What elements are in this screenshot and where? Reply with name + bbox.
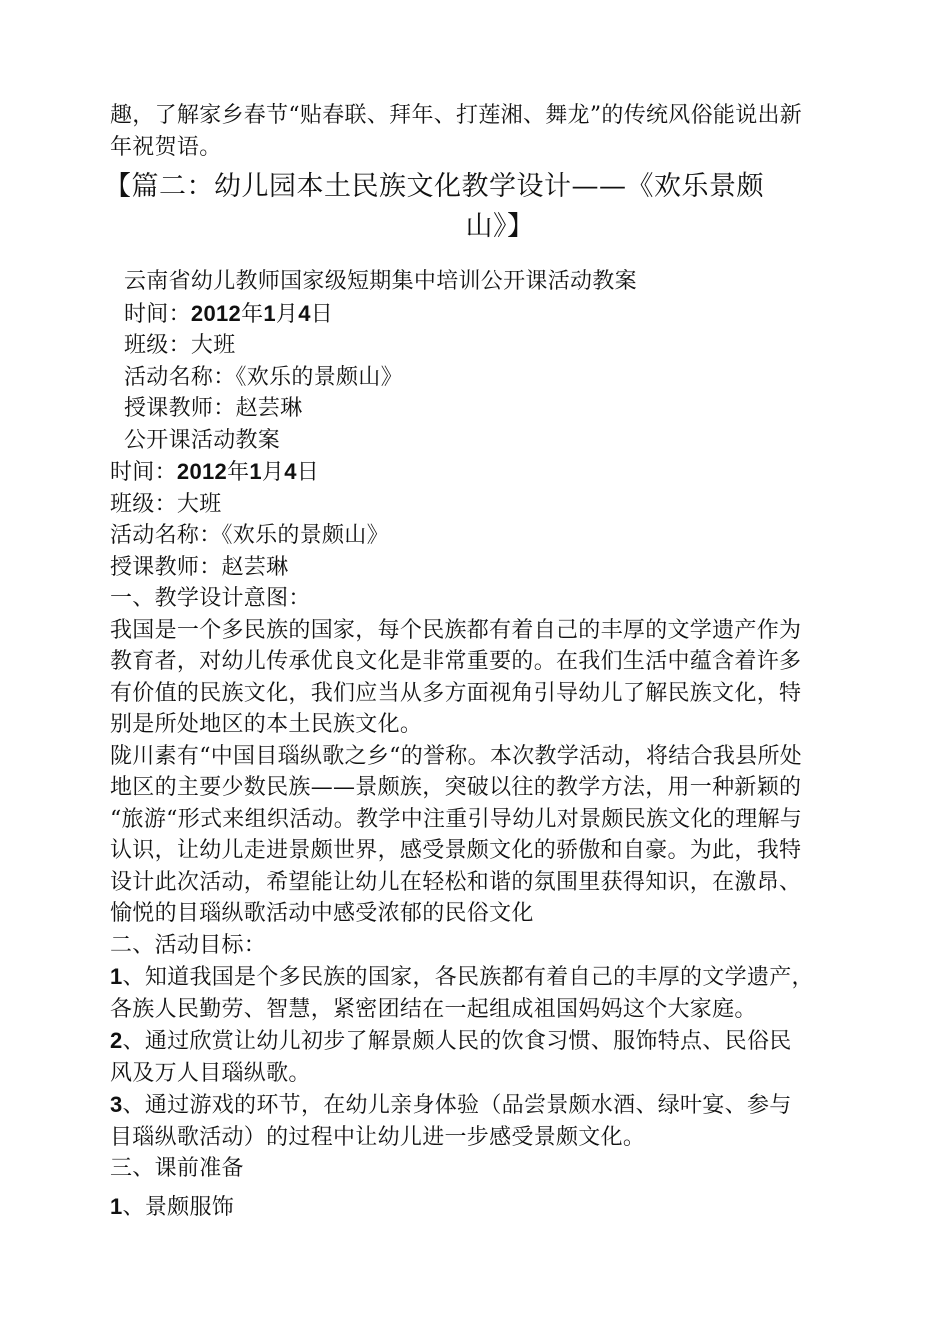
paragraph-line: 有价值的民族文化，我们应当从多方面视角引导幼儿了解民族文化，特 — [110, 680, 802, 706]
paragraph-line: 我国是一个多民族的国家，每个民族都有着自己的丰厚的文学遗产作为 — [110, 617, 802, 643]
info-class: 班级：大班 — [110, 491, 222, 517]
goal-line — [110, 1025, 840, 1058]
section-heading: 二、活动目标： — [110, 932, 267, 958]
header-public: 公开课活动教案 — [124, 427, 281, 453]
time-year: 2012 — [190, 300, 242, 326]
document-page — [104, 100, 840, 1223]
section-goals — [110, 930, 840, 1154]
goal-line — [110, 1089, 840, 1122]
header-activity: 活动名称：《欢乐的景颇山》 — [124, 364, 403, 390]
header-block — [110, 266, 840, 456]
section-heading: 一、教学设计意图： — [110, 586, 311, 611]
intro-line-2: 年祝贺语。 — [110, 135, 222, 160]
time-day-unit: 日 — [296, 460, 320, 485]
paragraph — [110, 615, 840, 741]
goal-item — [110, 961, 840, 1025]
goal-text: 、知道我国是个多民族的国家，各民族都有着自己的丰厚的文学遗产， — [122, 965, 814, 990]
paragraph-line: 愉悦的目瑙纵歌活动中感受浓郁的民俗文化 — [110, 901, 534, 926]
info-teacher: 授课教师：赵芸琳 — [110, 554, 289, 580]
goal-number: 2 — [110, 1028, 123, 1053]
section-design-intent — [110, 583, 840, 930]
goal-item — [110, 1089, 840, 1153]
paragraph-line: 地区的主要少数民族——景颇族，突破以往的教学方法，用一种新颖的 — [110, 775, 802, 800]
time-month: 1 — [249, 459, 262, 484]
title-line-1: 【篇二：幼儿园本土民族文化教学设计——《欢乐景颇 — [104, 171, 764, 202]
article-title — [104, 170, 840, 244]
time-year: 2012 — [176, 459, 228, 484]
paragraph-line: 陇川素有“中国目瑙纵歌之乡“的誉称。本次教学活动，将结合我县所处 — [110, 743, 803, 769]
prep-text: 、景颇服饰 — [122, 1194, 235, 1220]
paragraph — [110, 741, 840, 930]
paragraph-line: 教育者，对幼儿传承优良文化是非常重要的。在我们生活中蕴含着许多 — [110, 649, 802, 674]
goal-line — [110, 961, 840, 994]
section-heading: 三、课前准备 — [110, 1156, 244, 1181]
goal-number: 1 — [110, 964, 123, 989]
header-teacher: 授课教师：赵芸琳 — [124, 396, 303, 421]
time-label: 时间： — [124, 301, 191, 327]
prep-number: 1 — [110, 1193, 123, 1219]
section-preparation — [110, 1153, 840, 1223]
title-line-2: 山》】 — [465, 211, 535, 242]
time-day-unit: 日 — [310, 301, 334, 327]
time-month: 1 — [263, 300, 276, 326]
time-day: 4 — [284, 459, 297, 484]
time-label: 时间： — [110, 460, 177, 485]
info-block — [110, 456, 840, 583]
header-time — [110, 298, 840, 331]
goal-number: 3 — [110, 1092, 123, 1117]
intro-paragraph — [110, 100, 840, 164]
info-activity: 活动名称：《欢乐的景颇山》 — [110, 523, 389, 548]
goal-text: 、通过游戏的环节，在幼儿亲身体验（品尝景颇水酒、绿叶宴、参与 — [122, 1093, 792, 1118]
paragraph-line: 别是所处地区的本土民族文化。 — [110, 712, 423, 737]
time-year-unit: 年 — [227, 460, 250, 485]
time-year-unit: 年 — [241, 301, 264, 327]
goal-text: 、通过欣赏让幼儿初步了解景颇人民的饮食习惯、服饰特点、民俗民 — [122, 1029, 792, 1054]
intro-line-1: 趣，了解家乡春节“贴春联、拜年、打莲湘、舞龙”的传统风俗能说出新 — [110, 103, 803, 128]
goal-line: 各族人民勤劳、智慧，紧密团结在一起组成祖国妈妈这个大家庭。 — [110, 996, 757, 1022]
time-month-unit: 月 — [261, 460, 285, 485]
paragraph-line: 设计此次活动，希望能让幼儿在轻松和谐的氛围里获得知识，在激昂、 — [110, 869, 802, 895]
time-month-unit: 月 — [275, 301, 299, 327]
goal-line: 目瑙纵歌活动）的过程中让幼儿进一步感受景颇文化。 — [110, 1124, 646, 1150]
time-day: 4 — [298, 300, 311, 326]
info-time — [110, 456, 840, 489]
header-line-training: 云南省幼儿教师国家级短期集中培训公开课活动教案 — [124, 269, 637, 294]
paragraph-line: 认识，让幼儿走进景颇世界，感受景颇文化的骄傲和自豪。为此，我特 — [110, 838, 802, 863]
paragraph-line: “旅游“形式来组织活动。教学中注重引导幼儿对景颇民族文化的理解与 — [110, 806, 803, 832]
goal-item — [110, 1025, 840, 1089]
prep-item — [110, 1191, 840, 1224]
goal-line: 风及万人目瑙纵歌。 — [110, 1060, 311, 1086]
header-class: 班级：大班 — [124, 333, 236, 358]
